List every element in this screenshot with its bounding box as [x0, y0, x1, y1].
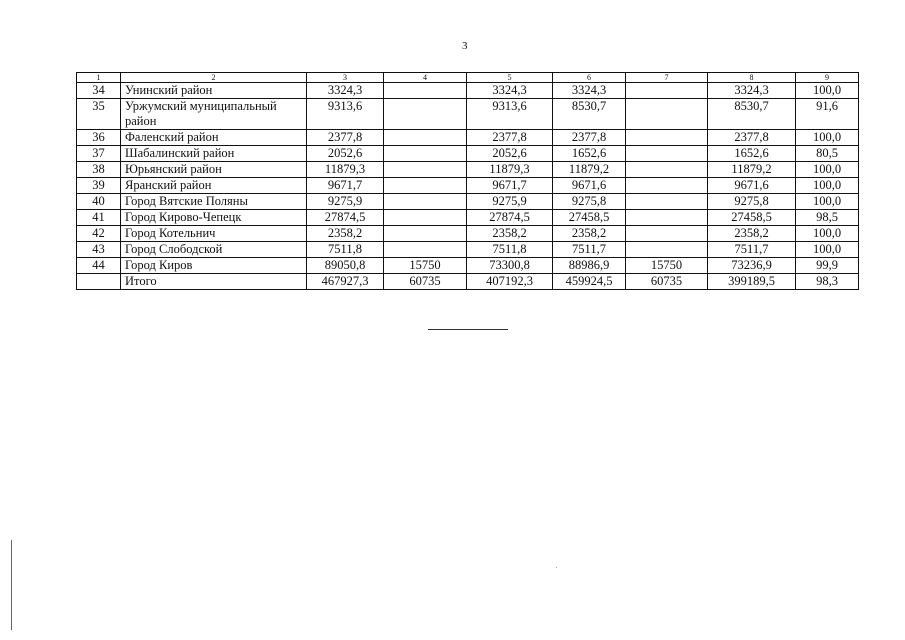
value-col-5: 2358,2 [467, 226, 553, 242]
value-col-5: 2052,6 [467, 146, 553, 162]
district-name: Город Кирово-Чепецк [121, 210, 307, 226]
value-col-6: 2358,2 [553, 226, 626, 242]
value-col-3: 9275,9 [307, 194, 384, 210]
row-number: 37 [77, 146, 121, 162]
table-row [77, 242, 859, 258]
district-name: Фаленский район [121, 130, 307, 146]
value-col-7 [626, 130, 708, 146]
value-col-3: 2377,8 [307, 130, 384, 146]
column-number: 8 [708, 73, 796, 83]
value-col-8: 1652,6 [708, 146, 796, 162]
row-number: 38 [77, 162, 121, 178]
district-name: Яранский район [121, 178, 307, 194]
value-col-8: 9275,8 [708, 194, 796, 210]
value-col-6: 9275,8 [553, 194, 626, 210]
percent-col-9: 99,9 [796, 258, 859, 274]
district-name: Город Киров [121, 258, 307, 274]
value-col-8: 399189,5 [708, 274, 796, 290]
district-name: Итого [121, 274, 307, 290]
value-col-6: 88986,9 [553, 258, 626, 274]
percent-col-9: 100,0 [796, 178, 859, 194]
district-name: Город Котельнич [121, 226, 307, 242]
value-col-5: 9313,6 [467, 99, 553, 130]
value-col-4 [384, 99, 467, 130]
value-col-5: 2377,8 [467, 130, 553, 146]
value-col-8: 9671,6 [708, 178, 796, 194]
column-number: 3 [307, 73, 384, 83]
value-col-7 [626, 242, 708, 258]
value-col-6: 9671,6 [553, 178, 626, 194]
percent-col-9: 98,3 [796, 274, 859, 290]
table-row [77, 194, 859, 210]
value-col-5: 9671,7 [467, 178, 553, 194]
district-name: Уржумский муниципальный район [121, 99, 307, 130]
end-of-table-rule [428, 329, 508, 330]
value-col-4 [384, 83, 467, 99]
district-name: Город Слободской [121, 242, 307, 258]
value-col-6: 459924,5 [553, 274, 626, 290]
value-col-6: 8530,7 [553, 99, 626, 130]
row-number [77, 274, 121, 290]
scan-speck [556, 567, 557, 568]
value-col-8: 8530,7 [708, 99, 796, 130]
value-col-7 [626, 178, 708, 194]
value-col-3: 2052,6 [307, 146, 384, 162]
value-col-6: 7511,7 [553, 242, 626, 258]
value-col-4 [384, 130, 467, 146]
value-col-3: 9313,6 [307, 99, 384, 130]
percent-col-9: 100,0 [796, 242, 859, 258]
value-col-8: 2377,8 [708, 130, 796, 146]
district-name: Шабалинский район [121, 146, 307, 162]
row-number: 41 [77, 210, 121, 226]
total-row [77, 274, 859, 290]
value-col-4 [384, 178, 467, 194]
percent-col-9: 100,0 [796, 194, 859, 210]
value-col-5: 3324,3 [467, 83, 553, 99]
table-row [77, 178, 859, 194]
percent-col-9: 100,0 [796, 130, 859, 146]
value-col-4 [384, 194, 467, 210]
value-col-3: 7511,8 [307, 242, 384, 258]
value-col-3: 3324,3 [307, 83, 384, 99]
column-number: 6 [553, 73, 626, 83]
table-row [77, 210, 859, 226]
value-col-4: 60735 [384, 274, 467, 290]
table-row [77, 130, 859, 146]
column-number-row [77, 73, 859, 83]
value-col-5: 11879,3 [467, 162, 553, 178]
value-col-5: 27874,5 [467, 210, 553, 226]
row-number: 36 [77, 130, 121, 146]
value-col-5: 407192,3 [467, 274, 553, 290]
column-number: 7 [626, 73, 708, 83]
column-number: 1 [77, 73, 121, 83]
value-col-3: 11879,3 [307, 162, 384, 178]
value-col-4: 15750 [384, 258, 467, 274]
scan-edge-mark [11, 540, 12, 630]
district-name: Город Вятские Поляны [121, 194, 307, 210]
value-col-6: 3324,3 [553, 83, 626, 99]
column-number: 5 [467, 73, 553, 83]
value-col-7 [626, 226, 708, 242]
value-col-3: 9671,7 [307, 178, 384, 194]
district-name: Унинский район [121, 83, 307, 99]
page-number: 3 [462, 40, 468, 52]
row-number: 40 [77, 194, 121, 210]
row-number: 34 [77, 83, 121, 99]
table-row [77, 146, 859, 162]
column-number: 4 [384, 73, 467, 83]
table-body [77, 73, 859, 290]
value-col-6: 1652,6 [553, 146, 626, 162]
value-col-7 [626, 83, 708, 99]
value-col-7 [626, 194, 708, 210]
value-col-6: 27458,5 [553, 210, 626, 226]
value-col-4 [384, 242, 467, 258]
value-col-4 [384, 226, 467, 242]
value-col-8: 7511,7 [708, 242, 796, 258]
value-col-7 [626, 162, 708, 178]
value-col-7: 60735 [626, 274, 708, 290]
percent-col-9: 80,5 [796, 146, 859, 162]
value-col-4 [384, 210, 467, 226]
value-col-8: 2358,2 [708, 226, 796, 242]
value-col-7 [626, 99, 708, 130]
value-col-4 [384, 146, 467, 162]
value-col-5: 9275,9 [467, 194, 553, 210]
value-col-6: 11879,2 [553, 162, 626, 178]
row-number: 39 [77, 178, 121, 194]
value-col-3: 2358,2 [307, 226, 384, 242]
budget-table [76, 72, 859, 290]
value-col-4 [384, 162, 467, 178]
column-number: 2 [121, 73, 307, 83]
row-number: 43 [77, 242, 121, 258]
value-col-8: 3324,3 [708, 83, 796, 99]
row-number: 42 [77, 226, 121, 242]
district-name: Юрьянский район [121, 162, 307, 178]
value-col-6: 2377,8 [553, 130, 626, 146]
table-row [77, 83, 859, 99]
value-col-8: 11879,2 [708, 162, 796, 178]
value-col-7 [626, 210, 708, 226]
percent-col-9: 98,5 [796, 210, 859, 226]
table-row [77, 162, 859, 178]
table-row [77, 226, 859, 242]
value-col-5: 73300,8 [467, 258, 553, 274]
percent-col-9: 100,0 [796, 83, 859, 99]
value-col-7 [626, 146, 708, 162]
table-row [77, 99, 859, 130]
value-col-3: 27874,5 [307, 210, 384, 226]
row-number: 44 [77, 258, 121, 274]
column-number: 9 [796, 73, 859, 83]
value-col-5: 7511,8 [467, 242, 553, 258]
table-row [77, 258, 859, 274]
value-col-3: 467927,3 [307, 274, 384, 290]
percent-col-9: 91,6 [796, 99, 859, 130]
percent-col-9: 100,0 [796, 226, 859, 242]
value-col-3: 89050,8 [307, 258, 384, 274]
value-col-8: 73236,9 [708, 258, 796, 274]
row-number: 35 [77, 99, 121, 130]
value-col-7: 15750 [626, 258, 708, 274]
value-col-8: 27458,5 [708, 210, 796, 226]
percent-col-9: 100,0 [796, 162, 859, 178]
